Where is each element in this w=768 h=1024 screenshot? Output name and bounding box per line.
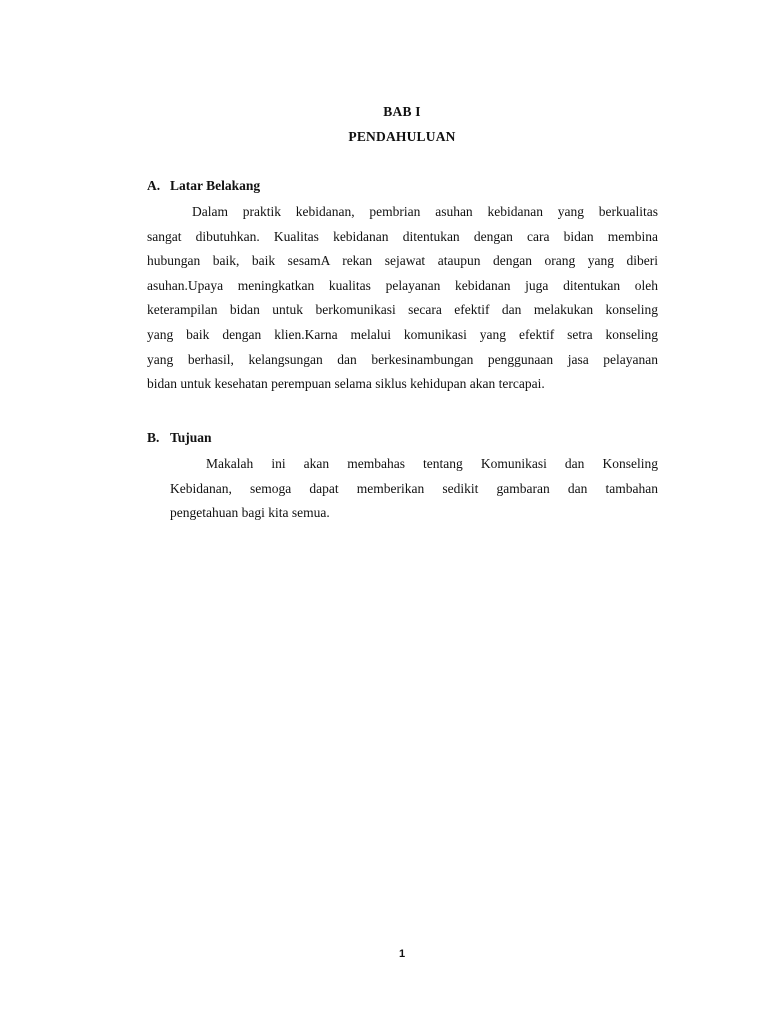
page-number: 1	[398, 948, 406, 960]
paragraph-line: yang baik dengan klien.Karna melalui komunikasi yang efektif setra konseling	[147, 326, 658, 342]
paragraph-line: bidan untuk kesehatan perempuan selama siklus kehidupan akan tercapai.	[147, 376, 545, 392]
section-heading-latar-belakang	[147, 178, 260, 194]
paragraph-line: hubungan baik, baik sesamA rekan sejawat ataupun dengan orang yang diberi	[147, 253, 658, 269]
section-title: Latar Belakang	[170, 178, 261, 193]
section-heading-tujuan	[147, 430, 212, 446]
section-letter: A.	[147, 178, 161, 193]
paragraph-line: Dalam praktik kebidanan, pembrian asuhan kebidanan yang berkualitas	[192, 204, 658, 219]
paragraph-line: keterampilan bidan untuk berkomunikasi secara efektif dan melakukan konseling	[147, 302, 658, 318]
paragraph-line: sangat dibutuhkan. Kualitas kebidanan ditentukan dengan cara bidan membina	[147, 228, 658, 244]
paragraph-line: pengetahuan bagi kita semua.	[170, 505, 330, 521]
paragraph-tujuan	[170, 452, 658, 526]
paragraph-line: Makalah ini akan membahas tentang Komunikasi dan Konseling	[206, 456, 658, 471]
paragraph-line: asuhan.Upaya meningkatkan kualitas pelayanan kebidanan juga ditentukan oleh	[147, 277, 658, 293]
section-letter: B.	[147, 430, 160, 445]
paragraph-latar-belakang	[147, 200, 658, 397]
section-title: Tujuan	[170, 430, 212, 445]
chapter-number: BAB I	[383, 104, 421, 119]
paragraph-line: Kebidanan, semoga dapat memberikan sedikit gambaran dan tambahan	[170, 480, 658, 496]
chapter-title: PENDAHULUAN	[348, 129, 456, 144]
paragraph-line: yang berhasil, kelangsungan dan berkesinambungan penggunaan jasa pelayanan	[147, 351, 658, 367]
